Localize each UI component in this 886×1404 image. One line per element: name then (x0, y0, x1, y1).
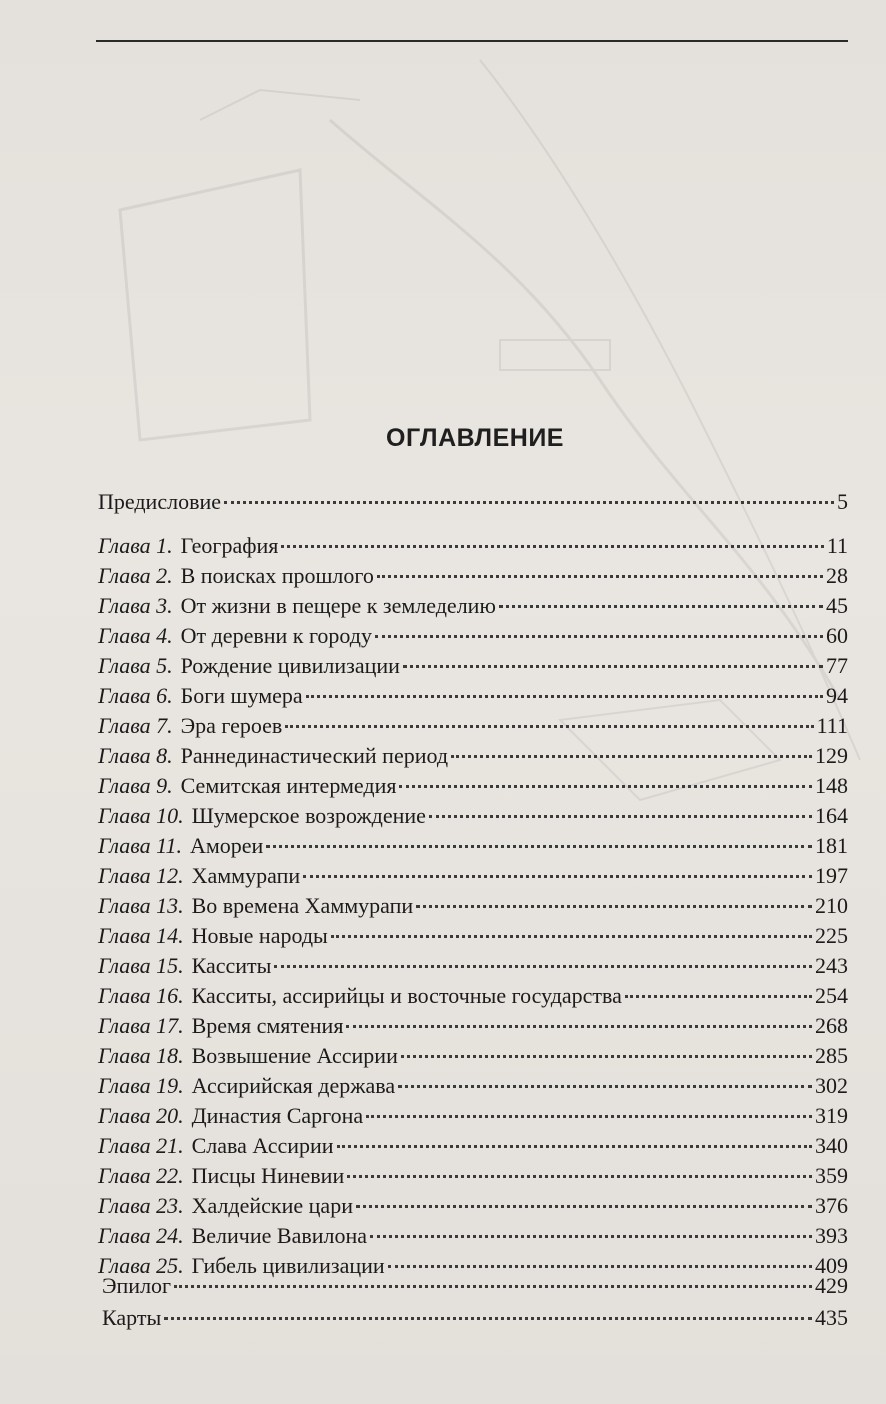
dot-leader (399, 784, 812, 788)
dot-leader (164, 1316, 812, 1320)
chapter-label: Глава 17. (98, 1013, 184, 1038)
chapter-page: 148 (815, 773, 848, 798)
dot-leader (416, 904, 812, 908)
dot-leader (625, 994, 812, 998)
chapter-title: Шумерское возрождение (191, 803, 426, 828)
chapter-title: Рождение цивилизации (180, 653, 400, 678)
top-rule (96, 40, 848, 42)
chapter-page: 302 (815, 1073, 848, 1098)
chapter-label: Глава 18. (98, 1043, 184, 1068)
back-matter-list (102, 1270, 848, 1334)
chapter-title: Возвышение Ассирии (191, 1043, 398, 1068)
chapter-entry[interactable] (98, 531, 848, 561)
chapter-page: 319 (815, 1103, 848, 1128)
dot-leader (499, 604, 823, 608)
dot-leader (403, 664, 823, 668)
chapter-entry[interactable] (98, 1101, 848, 1131)
chapter-label: Глава 10. (98, 803, 184, 828)
chapter-page: 164 (815, 803, 848, 828)
dot-leader (347, 1174, 812, 1178)
chapter-title: Династия Саргона (191, 1103, 364, 1128)
front-matter-list (98, 487, 848, 517)
chapter-label: Глава 19. (98, 1073, 184, 1098)
chapter-page: 225 (815, 923, 848, 948)
chapter-page: 11 (826, 533, 848, 558)
chapter-label: Глава 6. (98, 683, 173, 708)
toc-entry-title: Карты (102, 1305, 162, 1330)
chapter-title: Раннединастический период (180, 743, 449, 768)
chapter-entry[interactable] (98, 741, 848, 771)
chapter-page: 60 (826, 623, 848, 648)
chapter-page: 197 (815, 863, 848, 888)
toc-entry[interactable] (98, 487, 848, 517)
dot-leader (306, 694, 823, 698)
chapter-page: 340 (815, 1133, 848, 1158)
chapter-label: Глава 20. (98, 1103, 184, 1128)
chapter-title: Эра героев (180, 713, 283, 738)
chapter-title: Во времена Хаммурапи (191, 893, 414, 918)
chapter-page: 28 (826, 563, 848, 588)
dot-leader (356, 1204, 812, 1208)
chapter-label: Глава 11. (98, 833, 182, 858)
chapter-title: Величие Вавилона (191, 1223, 368, 1248)
dot-leader (303, 874, 812, 878)
dot-leader (366, 1114, 812, 1118)
dot-leader (281, 544, 823, 548)
toc-entry-page: 435 (815, 1305, 848, 1330)
chapter-entry[interactable] (98, 921, 848, 951)
chapter-label: Глава 25. (98, 1253, 184, 1278)
chapter-entry[interactable] (98, 1071, 848, 1101)
dot-leader (375, 634, 823, 638)
chapter-label: Глава 16. (98, 983, 184, 1008)
chapter-page: 409 (815, 1253, 848, 1278)
chapter-entry[interactable] (98, 801, 848, 831)
chapter-title: Касситы (191, 953, 272, 978)
toc-entry-page: 429 (815, 1273, 848, 1298)
chapter-entry[interactable] (98, 1161, 848, 1191)
dot-leader (224, 500, 834, 504)
chapter-entry[interactable] (98, 591, 848, 621)
chapter-page: 254 (815, 983, 848, 1008)
dot-leader (388, 1264, 812, 1268)
dot-leader (398, 1084, 812, 1088)
dot-leader (285, 724, 813, 728)
chapter-label: Глава 5. (98, 653, 173, 678)
chapter-entry[interactable] (98, 951, 848, 981)
toc-entry-title: Предисловие (98, 489, 221, 514)
toc-entry[interactable] (102, 1302, 848, 1334)
chapter-entry[interactable] (98, 981, 848, 1011)
chapter-label: Глава 15. (98, 953, 184, 978)
chapter-label: Глава 3. (98, 593, 173, 618)
chapter-title: Гибель цивилизации (191, 1253, 385, 1278)
chapter-page: 129 (815, 743, 848, 768)
dot-leader (377, 574, 823, 578)
chapter-label: Глава 22. (98, 1163, 184, 1188)
chapter-label: Глава 14. (98, 923, 184, 948)
chapter-page: 243 (815, 953, 848, 978)
chapter-page: 210 (815, 893, 848, 918)
chapter-label: Глава 4. (98, 623, 173, 648)
chapter-label: Глава 23. (98, 1193, 184, 1218)
chapter-entry[interactable] (98, 1131, 848, 1161)
chapter-label: Глава 2. (98, 563, 173, 588)
dot-leader (401, 1054, 812, 1058)
chapter-entry[interactable] (98, 711, 848, 741)
chapter-entry[interactable] (98, 651, 848, 681)
dot-leader (174, 1284, 812, 1288)
chapter-page: 181 (815, 833, 848, 858)
chapter-page: 77 (826, 653, 848, 678)
chapter-label: Глава 7. (98, 713, 173, 738)
chapter-label: Глава 9. (98, 773, 173, 798)
chapter-entry[interactable] (98, 681, 848, 711)
chapter-entry[interactable] (98, 771, 848, 801)
chapter-page: 285 (815, 1043, 848, 1068)
chapter-page: 45 (826, 593, 848, 618)
chapter-title: Хаммурапи (191, 863, 301, 888)
chapter-title: Боги шумера (180, 683, 303, 708)
chapter-entry[interactable] (98, 831, 848, 861)
chapter-list (98, 531, 848, 1281)
dot-leader (331, 934, 812, 938)
chapter-entry[interactable] (98, 621, 848, 651)
chapter-title: В поисках прошлого (180, 563, 374, 588)
chapter-entry[interactable] (98, 561, 848, 591)
chapter-entry[interactable] (98, 1041, 848, 1071)
chapter-label: Глава 21. (98, 1133, 184, 1158)
chapter-label: Глава 13. (98, 893, 184, 918)
chapter-entry[interactable] (98, 891, 848, 921)
chapter-title: Халдейские цари (191, 1193, 353, 1218)
chapter-title: Время смятения (191, 1013, 344, 1038)
chapter-label: Глава 24. (98, 1223, 184, 1248)
chapter-label: Глава 1. (98, 533, 173, 558)
chapter-title: От жизни в пещере к земледелию (180, 593, 496, 618)
toc-entry[interactable] (102, 1270, 848, 1302)
dot-leader (370, 1234, 812, 1238)
chapter-title: Писцы Ниневии (191, 1163, 345, 1188)
dot-leader (451, 754, 812, 758)
chapter-title: Слава Ассирии (191, 1133, 334, 1158)
chapter-page: 94 (826, 683, 848, 708)
dot-leader (337, 1144, 812, 1148)
chapter-page: 359 (815, 1163, 848, 1188)
chapter-title: Семитская интермедия (180, 773, 397, 798)
chapter-title: Ассирийская держава (191, 1073, 396, 1098)
dot-leader (346, 1024, 812, 1028)
toc-entry-page: 5 (837, 489, 848, 514)
chapter-page: 376 (815, 1193, 848, 1218)
chapter-entry[interactable] (98, 1221, 848, 1251)
dot-leader (266, 844, 812, 848)
chapter-title: География (180, 533, 279, 558)
chapter-label: Глава 12. (98, 863, 184, 888)
toc-entry-title: Эпилог (102, 1273, 172, 1298)
chapter-label: Глава 8. (98, 743, 173, 768)
chapter-entry[interactable] (98, 861, 848, 891)
chapter-title: От деревни к городу (180, 623, 372, 648)
toc-heading: ОГЛАВЛЕНИЕ (386, 424, 564, 452)
chapter-title: Новые народы (191, 923, 328, 948)
chapter-page: 268 (815, 1013, 848, 1038)
chapter-page: 111 (816, 713, 848, 738)
chapter-title: Касситы, ассирийцы и восточные государства (191, 983, 622, 1008)
chapter-entry[interactable] (98, 1011, 848, 1041)
chapter-title: Амореи (189, 833, 264, 858)
chapter-entry[interactable] (98, 1191, 848, 1221)
dot-leader (274, 964, 812, 968)
dot-leader (429, 814, 812, 818)
chapter-page: 393 (815, 1223, 848, 1248)
